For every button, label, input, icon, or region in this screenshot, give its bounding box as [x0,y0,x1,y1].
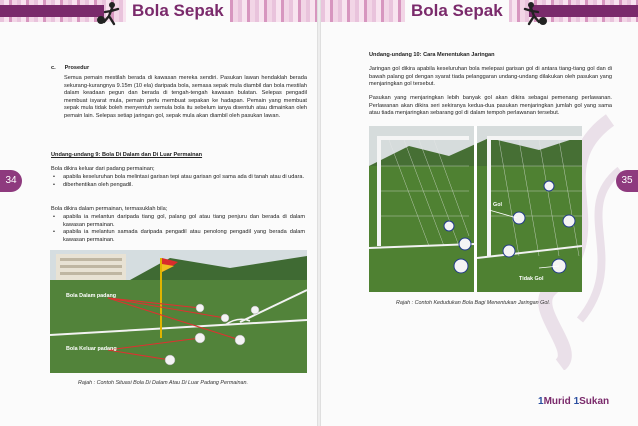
rule10-title: Undang-undang 10: Cara Menentukan Jaringan [369,52,495,58]
logo-number-1: 1 [538,396,544,407]
goal-illustration [369,126,582,292]
murid-sukan-logo [538,396,609,407]
footballer-icon [94,0,122,28]
list-item: • apabila keseluruhan bola melintasi garisan tepi atau garisan gol sama ada di tanah atau di udara. [51,174,305,182]
label-goal: Gol [493,202,502,208]
corner-flag-illustration [50,250,307,373]
list-item: • apabila ia melantun samada daripada pengadil atau penolong pengadil yang berada dalam kawasan permainan. [51,229,305,244]
footballer-icon [521,0,549,28]
caption-left: Rajah : Contoh Situasi Bola Di Dalam Atau Di Luar Padang Permainan. [78,380,248,386]
label-ball-out: Bola Keluar padang [66,346,117,352]
rule9-intro-2: Bola dikira dalam permainan, termasuklah bila; [51,206,168,212]
page-gutter [317,0,321,426]
section-marker: c. [51,65,56,71]
section-c-heading [51,65,301,73]
list-item: • diberhentikan oleh pengadil. [51,182,305,190]
label-ball-in: Bola Dalam padang [66,293,117,299]
rule10-paragraph-2: Pasukan yang menjaringkan lebih banyak gol akan dikira sebagai pemenang perlawanan. Perlawanan akan dikira seri sekiranya kedua-dua pasukan menjaringkan jumlah gol yang sama atau tiada menjaringkan sebarang gol di dalam tempoh perlawanan tersebut. [369,95,612,117]
goal-photo [369,126,582,292]
section-heading: Prosedur [64,65,90,71]
header-bar-left [0,5,104,17]
rule9-intro: Bola dikira keluar dari padang permainan; [51,166,155,172]
logo-word-murid: Murid [543,396,571,407]
page-number-left: 34 [0,170,22,192]
logo-word-sukan: Sukan [579,396,610,407]
in-play-list [51,214,305,244]
rule10-paragraph-1: Jaringan gol dikira apabila keseluruhan bola melepasi garisan gol di antara tiang-tiang gol dan di bawah palang gol dengan syarat tiada pelanggaran undang-undang dilakukan oleh pasukan yang menjaringkan gol tersebut. [369,66,612,88]
corner-flag-photo [50,250,307,373]
list-item: • apabila ia melantun daripada tiang gol, palang gol atau tiang penjuru dan berada di dalam kawasan permainan. [51,214,305,229]
rule9-title: Undang-undang 9: Bola Di Dalam dan Di Luar Permainan [51,152,203,158]
caption-right: Rajah : Contoh Kedudukan Bola Bagi Menentukan Jaringan Gol. [396,300,551,306]
out-of-play-list [51,174,305,189]
label-no-goal: Tidak Gol [519,276,544,282]
header-title-right: Bola Sepak [405,0,509,22]
logo-number-2: 1 [573,396,580,407]
section-c-body: Semua pemain mestilah berada di kawasan mereka sendiri. Pasukan lawan hendaklah berada sekurang-kurangnya 9.15m (10 ela) daripada bola, semasa sepak mula diambil dan bola mestilah dalam keadaan pegun dan berada di tengah-tengah kawasan bulatan. Selepas pengadil membuat isyarat mula, pemain perlu membuat sepakan ke hadapan. Pemain yang membuat sepak mula tidak boleh menyentuh semula bola itu sebelum ianya disentuh atau dimainkan oleh pemain lain. Selepas setiap jaringan gol, sepak mula akan diambil oleh pasukan lawan. [64,75,307,119]
page-number-right: 35 [616,170,638,192]
header-title-left: Bola Sepak [126,0,230,22]
